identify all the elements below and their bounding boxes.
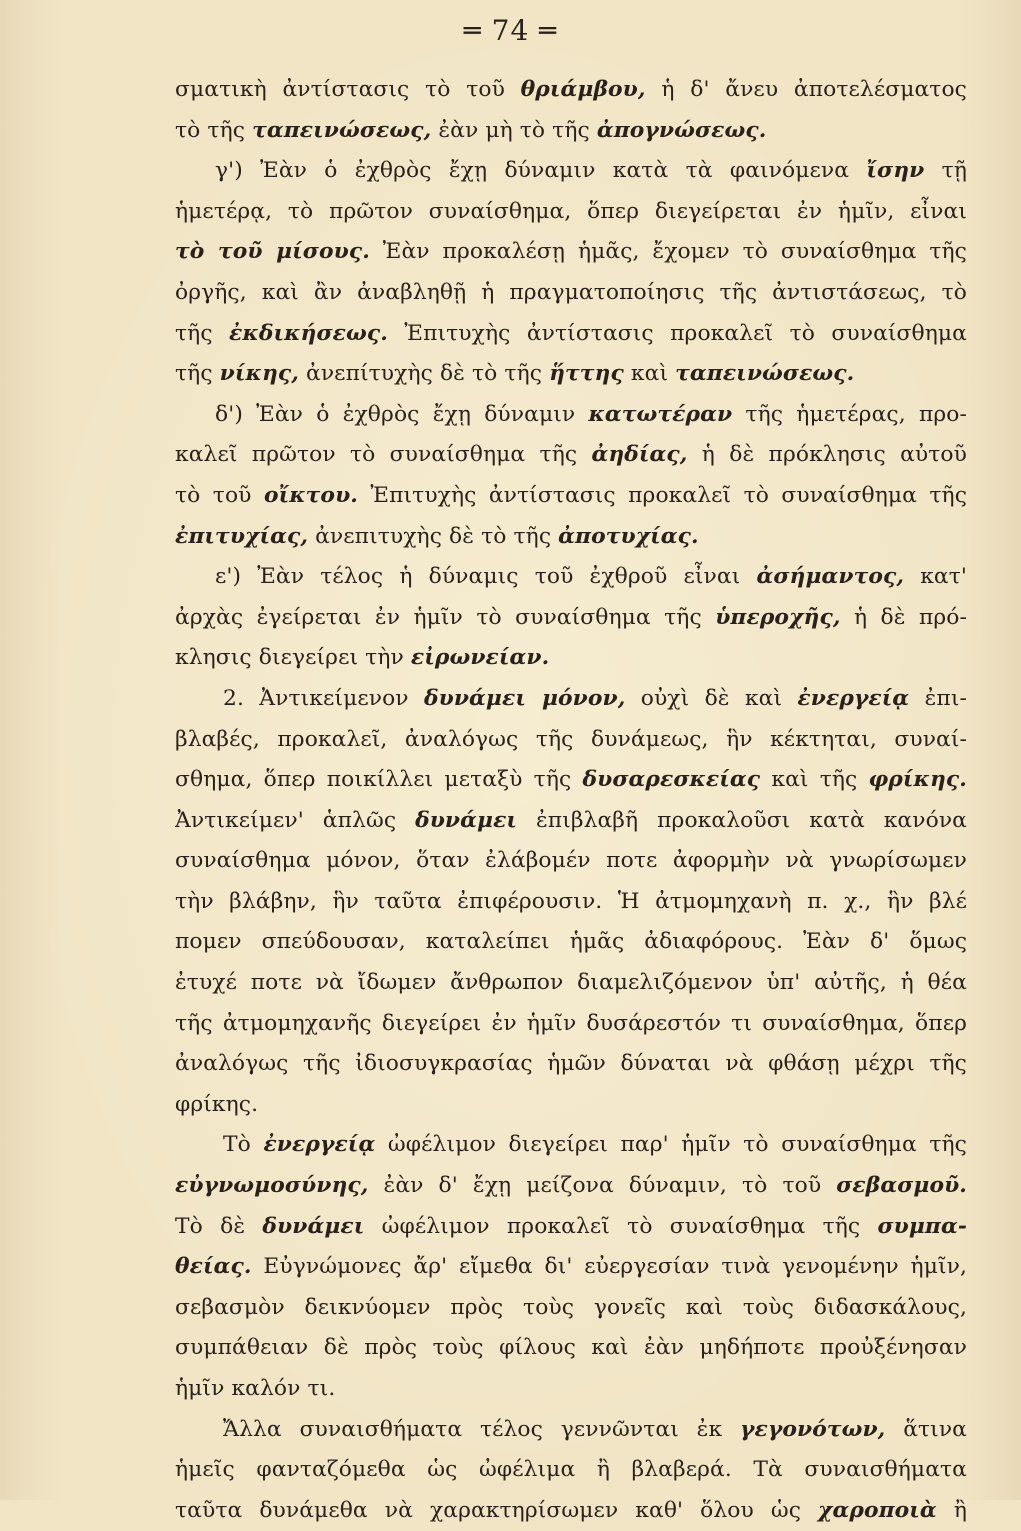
text-run: Τὸ <box>223 1132 264 1158</box>
emphasized-term: ἐκδικήσεως. <box>229 320 388 346</box>
text-line <box>175 435 967 476</box>
text-line <box>175 1085 967 1126</box>
text-run: Τὸ δὲ <box>175 1213 263 1239</box>
text-run: 2. Ἀντικείμενον <box>223 685 424 711</box>
text-run: Ἐπιτυχὴς ἀντίστασις προκαλεῖ τὸ συναίσθημα <box>387 320 967 346</box>
text-run: Ἐπιτυχὴς ἀντίστασις προκαλεῖ τὸ συναίσθημα τῆς <box>357 482 967 508</box>
emphasized-term: νίκης, <box>219 361 299 387</box>
text-run: ἡμετέρᾳ, τὸ πρῶτον συναίσθημα, ὅπερ διεγείρεται ἐν ἡμῖν, εἶναι <box>175 198 967 224</box>
text-run: ἀνεπιτυχὴς δὲ τὸ τῆς <box>308 523 559 549</box>
text-line <box>175 314 967 355</box>
text-run: τὸ τῆς <box>175 117 253 143</box>
text-run: ὠφέλιμον διεγείρει παρ' ἡμῖν τὸ συναίσθημα τῆς <box>375 1132 967 1158</box>
text-run: ἡ δὲ πρό- <box>840 604 967 630</box>
text-run: σματικὴ ἀντίστασις τὸ τοῦ <box>175 77 521 102</box>
emphasized-term: ἀποτυχίας. <box>558 523 699 549</box>
emphasized-term: ἥττης <box>549 361 624 387</box>
emphasized-term: σεβασμοῦ. <box>836 1173 967 1199</box>
emphasized-term: ἀηδίας, <box>591 442 688 468</box>
emphasized-term: δυσαρεσκείας <box>582 767 761 793</box>
text-run: κατ' <box>904 564 967 590</box>
text-line <box>175 882 967 923</box>
text-run: τῆς ἀτμομηχανῆς διεγείρει ἐν ἡμῖν δυσάρεστόν τι συναίσθημα, ὅπερ <box>175 1010 967 1036</box>
text-line <box>175 232 967 273</box>
emphasized-term: φρίκης. <box>868 767 967 793</box>
text-run: πομεν σπεύδουσαν, καταλείπει ἡμᾶς ἀδιαφόρους. Ἐὰν δ' ὅμως <box>175 929 967 955</box>
emphasized-term: γεγονότων, <box>740 1416 886 1442</box>
emphasized-term: κατωτέραν <box>588 401 733 427</box>
text-line <box>175 1288 967 1329</box>
text-run: Ἄλλα συναισθήματα τέλος γεννῶνται ἐκ <box>223 1416 740 1442</box>
text-line <box>175 598 967 639</box>
text-run: ἐὰν μὴ τὸ τῆς <box>431 117 597 143</box>
text-run: οὐχὶ δὲ καὶ <box>625 685 798 711</box>
emphasized-term: εἰρωνείαν. <box>410 645 550 671</box>
emphasized-term: ἐπιτυχίας, <box>175 523 309 549</box>
text-run: τῆς <box>175 361 220 387</box>
text-run: ἡμεῖς φανταζόμεθα ὡς ὠφέλιμα ἢ βλαβερά. Τὰ συναισθήματα <box>175 1457 967 1483</box>
text-run: τὴν βλάβην, ἣν ταῦτα ἐπιφέρουσιν. Ἡ ἀτμομηχανὴ π. χ., ἣν βλέ <box>175 888 967 914</box>
text-line <box>175 395 967 436</box>
text-run: ὠφέλιμον προκαλεῖ τὸ συναίσθημα τῆς <box>364 1213 878 1239</box>
text-run: ἡ δὲ πρόκλησις αὐτοῦ <box>687 442 967 468</box>
text-line <box>175 1125 967 1166</box>
emphasized-term: δυνάμει <box>262 1213 365 1239</box>
text-run: Ἐὰν προκαλέσῃ ἡμᾶς, ἔχομεν τὸ συναίσθημα τῆς <box>369 239 967 265</box>
text-run: Ἀντικείμεν' ἁπλῶς <box>175 807 416 833</box>
emphasized-term: ἀπογνώσεως. <box>596 117 767 143</box>
text-run: ἢ <box>936 1497 967 1523</box>
emphasized-term: ἐνεργείᾳ <box>797 685 910 711</box>
text-run: δ') Ἐὰν ὁ ἐχθρὸς ἔχῃ δύναμιν <box>215 401 589 427</box>
text-run: σθημα, ὅπερ ποικίλλει μεταξὺ τῆς <box>175 767 583 793</box>
emphasized-term: δυνάμει μόνον, <box>423 685 626 711</box>
text-line <box>175 111 967 152</box>
text-line <box>175 720 967 761</box>
text-run: σεβασμὸν δεικνύομεν πρὸς τοὺς γονεῖς καὶ τοὺς διδασκάλους, <box>175 1294 967 1320</box>
text-line <box>175 1491 967 1531</box>
emphasized-term: ὑπεροχῆς, <box>715 604 841 630</box>
text-run: ἐὰν δ' ἔχῃ μείζονα δύναμιν, τὸ τοῦ <box>368 1173 837 1199</box>
text-run: κλησις διεγείρει τὴν <box>175 645 411 671</box>
text-line <box>175 1369 967 1410</box>
text-line <box>175 1004 967 1045</box>
emphasized-term: εὐγνωμοσύνης, <box>175 1173 369 1199</box>
emphasized-term: ἀσήμαντος, <box>756 564 905 590</box>
text-line <box>175 1044 967 1085</box>
text-run: φρίκης. <box>175 1091 259 1117</box>
text-line <box>175 273 967 314</box>
text-line <box>175 638 967 679</box>
emphasized-term: ταπεινώσεως, <box>252 117 432 143</box>
emphasized-term: θείας. <box>175 1254 252 1280</box>
text-run: τῆς <box>175 320 230 346</box>
text-run: ἅτινα <box>885 1416 967 1442</box>
text-line <box>175 557 967 598</box>
text-run: ε') Ἐὰν τέλος ἡ δύναμις τοῦ ἐχθροῦ εἶναι <box>215 564 757 590</box>
page-number: ═ 74 ═ <box>463 14 558 47</box>
text-line <box>175 354 967 395</box>
text-run: ἀναλόγως τῆς ἰδιοσυγκρασίας ἡμῶν δύναται νὰ φθάσῃ μέχρι τῆς <box>175 1051 967 1077</box>
text-run: ἀρχὰς ἐγείρεται ἐν ἡμῖν τὸ συναίσθημα τῆς <box>175 604 716 630</box>
text-line <box>175 679 967 720</box>
text-line <box>175 70 967 111</box>
text-line <box>175 760 967 801</box>
emphasized-term: συμπα- <box>877 1213 967 1239</box>
emphasized-term: ἴσην <box>866 158 925 184</box>
text-run: τῆς ἡμετέρας, προ- <box>732 401 967 427</box>
text-run: συμπάθειαν δὲ πρὸς τοὺς φίλους καὶ ἐὰν μηδήποτε προὐξένησαν <box>175 1335 967 1361</box>
text-line <box>175 963 967 1004</box>
text-line <box>175 1166 967 1207</box>
text-run: συναίσθημα μόνον, ὅταν ἐλάβομέν ποτε ἀφορμὴν νὰ γνωρίσωμεν <box>175 848 967 874</box>
text-run: καὶ <box>623 361 676 387</box>
text-run: ἡμῖν καλόν τι. <box>175 1376 336 1401</box>
text-line <box>175 151 967 192</box>
text-run: ταῦτα δυνάμεθα νὰ χαρακτηρίσωμεν καθ' ὅλου ὡς <box>175 1497 819 1523</box>
emphasized-term: χαροποιὰ <box>818 1497 937 1523</box>
text-run: τὸ τοῦ <box>175 482 264 508</box>
text-run: τῇ <box>924 158 967 184</box>
emphasized-term: ἐνεργείᾳ <box>263 1132 376 1158</box>
text-run: καλεῖ πρῶτον τὸ συναίσθημα τῆς <box>175 442 592 468</box>
text-run: ἐτυχέ ποτε νὰ ἴδωμεν ἄνθρωπον διαμελιζόμενον ὑπ' αὐτῆς, ἡ θέα <box>175 970 967 996</box>
emphasized-term: τὸ τοῦ μίσους. <box>175 239 370 265</box>
emphasized-term: οἴκτου. <box>263 482 358 508</box>
text-run: Εὐγνώμονες ἄρ' εἴμεθα δι' εὐεργεσίαν τινὰ γενομένην ἡμῖν, <box>251 1254 967 1280</box>
emphasized-term: δυνάμει <box>415 807 518 833</box>
text-line <box>175 1328 967 1369</box>
text-run: ἐπι- <box>909 685 967 711</box>
text-line <box>175 192 967 233</box>
body-text <box>175 70 967 1531</box>
text-run: ἐπιβλαβῆ προκαλοῦσι κατὰ κανόνα <box>517 807 967 833</box>
text-line <box>175 1450 967 1491</box>
text-run: βλαβές, προκαλεῖ, ἀναλόγως τῆς δυνάμεως, ἣν κέκτηται, συναί- <box>175 726 967 752</box>
text-line <box>175 1207 967 1248</box>
text-line <box>175 1247 967 1288</box>
text-line <box>175 517 967 558</box>
emphasized-term: ταπεινώσεως. <box>675 361 855 387</box>
text-run: καὶ τῆς <box>760 767 869 793</box>
text-run: γ') Ἐὰν ὁ ἐχθρὸς ἔχῃ δύναμιν κατὰ τὰ φαινόμενα <box>215 158 867 184</box>
emphasized-term: θριάμβου, <box>520 77 646 102</box>
text-run: ἀνεπίτυχὴς δὲ τὸ τῆς <box>298 361 550 387</box>
text-line <box>175 922 967 963</box>
text-line <box>175 841 967 882</box>
text-run: ὀργῆς, καὶ ἂν ἀναβληθῇ ἡ πραγματοποίησις τῆς ἀντιστάσεως, τὸ <box>175 279 967 305</box>
text-line <box>175 801 967 842</box>
text-line <box>175 1410 967 1451</box>
text-line <box>175 476 967 517</box>
text-run: ἡ δ' ἄνευ ἀποτελέσματος <box>645 77 967 102</box>
